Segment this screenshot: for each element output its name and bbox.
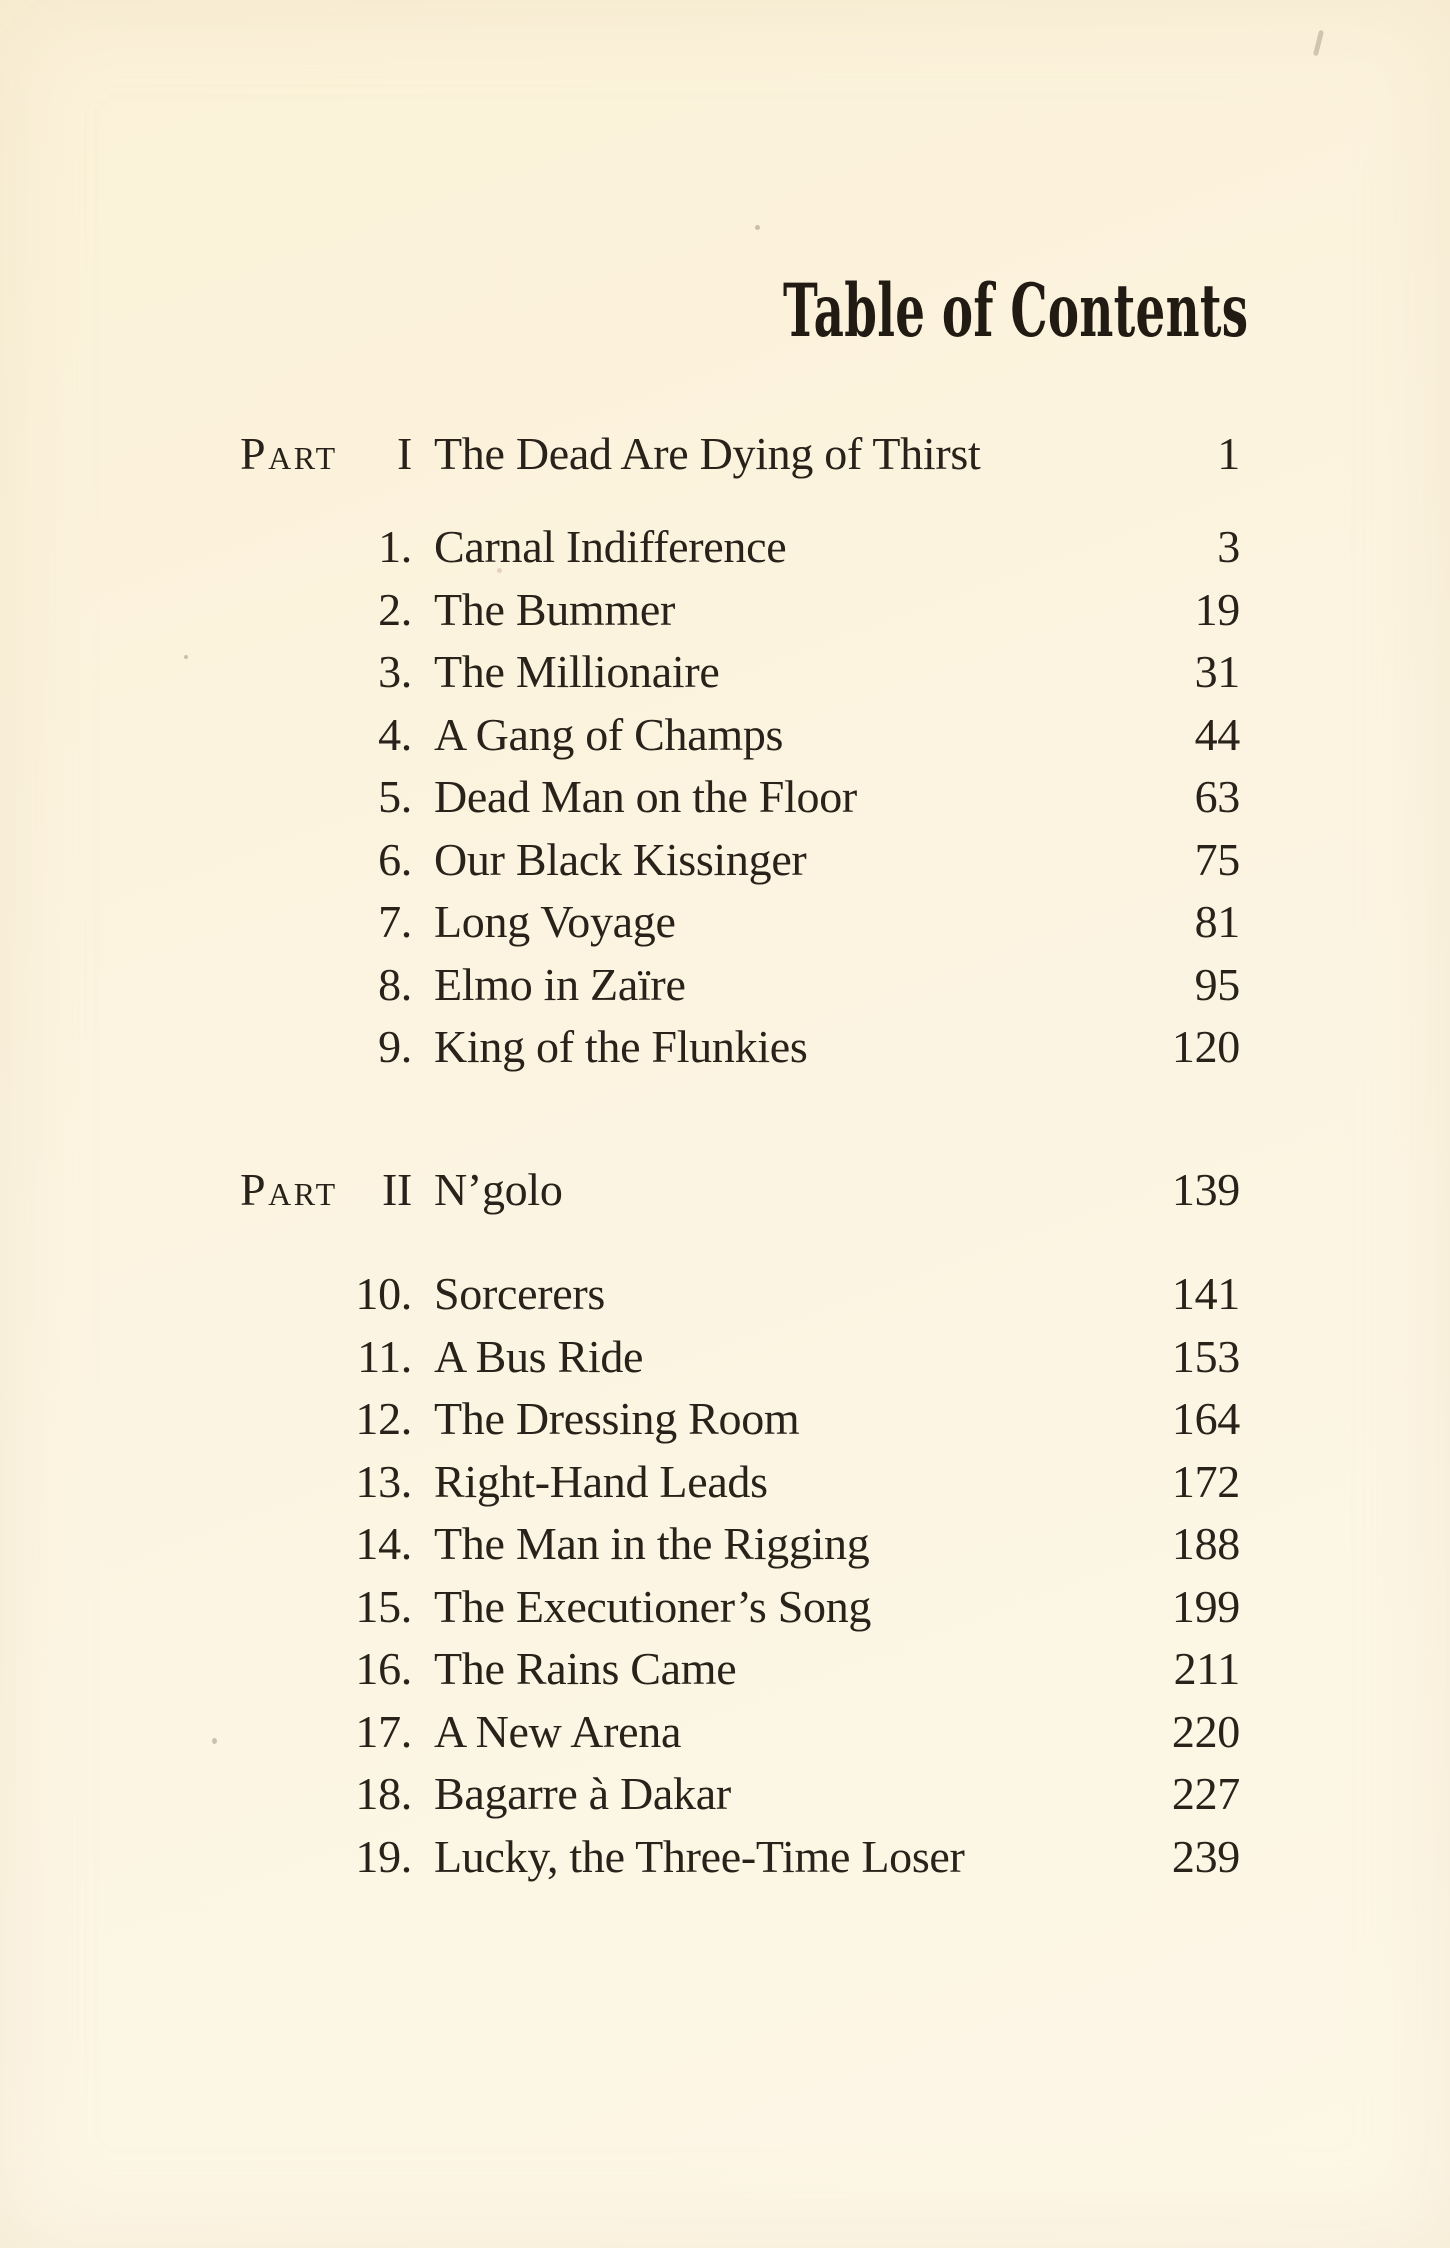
- chapter-row: [240, 584, 1240, 637]
- chapter-number: 7.: [378, 896, 412, 947]
- part-label: Part: [240, 428, 338, 479]
- chapter-title: Bagarre à Dakar: [434, 1768, 731, 1819]
- part-label-cell: [240, 1164, 412, 1217]
- chapter-title: Long Voyage: [434, 896, 676, 947]
- chapter-title: Sorcerers: [434, 1268, 605, 1319]
- chapter-title: Right-Hand Leads: [434, 1456, 768, 1507]
- chapter-number: 13.: [355, 1456, 412, 1507]
- chapter-title: Carnal Indifference: [434, 521, 787, 572]
- chapter-page-number: 172: [1171, 1456, 1240, 1507]
- chapter-title: A Bus Ride: [434, 1331, 644, 1382]
- chapter-number: 14.: [355, 1518, 412, 1569]
- chapter-number: 11.: [357, 1331, 412, 1382]
- part-title: The Dead Are Dying of Thirst: [434, 428, 981, 479]
- chapter-number: 18.: [355, 1768, 412, 1819]
- chapter-row: [240, 834, 1240, 887]
- chapter-number: 19.: [355, 1831, 412, 1882]
- chapter-page-number: 19: [1194, 584, 1240, 635]
- chapter-page-number: 227: [1171, 1768, 1240, 1819]
- chapter-row: [240, 1768, 1240, 1821]
- chapter-title: The Bummer: [434, 584, 675, 635]
- part-label: Part: [240, 1164, 338, 1215]
- chapter-page-number: 153: [1171, 1331, 1240, 1382]
- chapter-page-number: 75: [1194, 834, 1240, 885]
- chapter-row: [240, 959, 1240, 1012]
- chapter-number: 1.: [378, 521, 412, 572]
- chapter-title: The Dressing Room: [434, 1393, 800, 1444]
- chapter-number: 6.: [378, 834, 412, 885]
- chapter-row: [240, 1518, 1240, 1571]
- chapter-row: [240, 646, 1240, 699]
- chapter-page-number: 81: [1194, 896, 1240, 947]
- chapter-page-number: 188: [1171, 1518, 1240, 1569]
- scan-speck: [497, 568, 502, 573]
- part-row: [240, 1164, 1240, 1217]
- chapter-number: 3.: [378, 646, 412, 697]
- chapter-row: [240, 521, 1240, 574]
- chapter-number: 10.: [355, 1268, 412, 1319]
- chapter-row: [240, 1393, 1240, 1446]
- part-numeral: I: [396, 428, 412, 479]
- chapter-page-number: 239: [1171, 1831, 1240, 1882]
- chapter-title: The Man in the Rigging: [434, 1518, 870, 1569]
- chapter-number: 15.: [355, 1581, 412, 1632]
- chapter-page-number: 95: [1194, 959, 1240, 1010]
- scan-speck: [755, 225, 760, 230]
- chapter-page-number: 44: [1194, 709, 1240, 760]
- chapter-row: [240, 709, 1240, 762]
- chapter-row: [240, 1831, 1240, 1884]
- chapter-row: [240, 1268, 1240, 1321]
- chapter-title: The Executioner’s Song: [434, 1581, 872, 1632]
- chapter-title: A New Arena: [434, 1706, 682, 1757]
- chapter-number: 5.: [378, 771, 412, 822]
- chapter-row: [240, 771, 1240, 824]
- chapter-number: 12.: [355, 1393, 412, 1444]
- chapter-title: The Millionaire: [434, 646, 720, 697]
- part-title: N’golo: [434, 1164, 563, 1215]
- chapter-page-number: 220: [1171, 1706, 1240, 1757]
- chapter-title: Lucky, the Three-Time Loser: [434, 1831, 965, 1882]
- part-page-number: 139: [1171, 1164, 1240, 1215]
- chapter-page-number: 31: [1194, 646, 1240, 697]
- page-title: Table of Contents: [783, 267, 1249, 354]
- chapter-title: A Gang of Champs: [434, 709, 784, 760]
- part-page-number: 1: [1217, 428, 1240, 479]
- chapter-title: The Rains Came: [434, 1643, 737, 1694]
- chapter-page-number: 3: [1217, 521, 1240, 572]
- chapter-title: King of the Flunkies: [434, 1021, 808, 1072]
- chapter-row: [240, 896, 1240, 949]
- chapter-number: 8.: [378, 959, 412, 1010]
- chapter-page-number: 211: [1173, 1643, 1240, 1694]
- chapter-page-number: 63: [1194, 771, 1240, 822]
- chapter-row: [240, 1331, 1240, 1384]
- chapter-page-number: 199: [1171, 1581, 1240, 1632]
- chapter-number: 2.: [378, 584, 412, 635]
- chapter-number: 17.: [355, 1706, 412, 1757]
- chapter-title: Dead Man on the Floor: [434, 771, 857, 822]
- part-label-cell: [240, 428, 412, 481]
- chapter-number: 4.: [378, 709, 412, 760]
- scan-speck: [212, 1738, 217, 1744]
- chapter-page-number: 141: [1171, 1268, 1240, 1319]
- chapter-number: 16.: [355, 1643, 412, 1694]
- part-row: [240, 428, 1240, 481]
- chapter-page-number: 120: [1171, 1021, 1240, 1072]
- chapter-row: [240, 1706, 1240, 1759]
- chapter-number: 9.: [378, 1021, 412, 1072]
- chapter-page-number: 164: [1171, 1393, 1240, 1444]
- part-numeral: II: [381, 1164, 412, 1215]
- scan-smudge: [1313, 30, 1324, 56]
- chapter-row: [240, 1643, 1240, 1696]
- chapter-title: Elmo in Zaïre: [434, 959, 686, 1010]
- chapter-row: [240, 1456, 1240, 1509]
- chapter-row: [240, 1581, 1240, 1634]
- scan-speck: [184, 655, 188, 659]
- chapter-row: [240, 1021, 1240, 1074]
- chapter-title: Our Black Kissinger: [434, 834, 807, 885]
